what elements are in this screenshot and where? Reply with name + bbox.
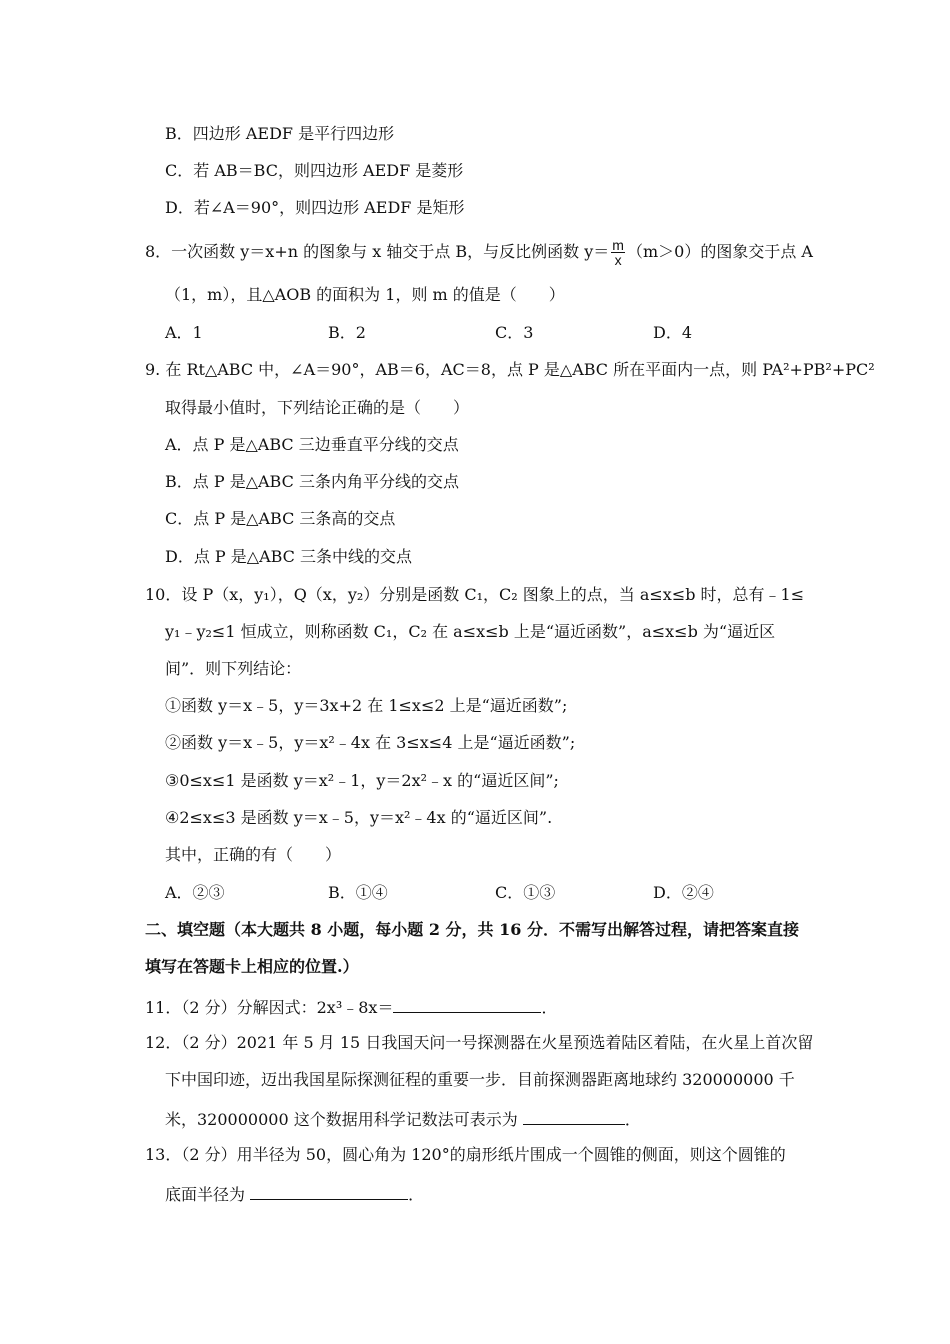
q10-statement-3: ③0≤x≤1 是函数 y＝x²﹣1，y＝2x²﹣x 的“逼近区间”;	[165, 771, 559, 790]
q8-stem-line2: （1，m），且△AOB 的面积为 1，则 m 的值是（ ）	[165, 285, 565, 304]
q10-statement-2: ②函数 y＝x﹣5，y＝x²﹣4x 在 3≤x≤4 上是“逼近函数”;	[165, 733, 576, 752]
q10-stem-line2: y₁﹣y₂≤1 恒成立，则称函数 C₁，C₂ 在 a≤x≤b 上是“逼近函数”，a≤x≤b 为“逼近区	[165, 622, 776, 641]
q8-option-a: A．1	[165, 323, 203, 342]
q10-option-d: D．②④	[653, 883, 714, 902]
q10-stem-line1: 10．设 P（x，y₁），Q（x，y₂）分别是函数 C₁，C₂ 图象上的点，当 a≤x≤b 时，总有﹣1≤	[145, 585, 805, 604]
q10-option-c: C．①③	[495, 883, 556, 902]
q10-statement-1: ①函数 y＝x﹣5，y＝3x+2 在 1≤x≤2 上是“逼近函数”;	[165, 696, 568, 715]
q11-answer-blank[interactable]	[393, 994, 541, 1013]
q7-option-b: B．四边形 AEDF 是平行四边形	[165, 124, 395, 143]
q7-option-d: D．若∠A＝90°，则四边形 AEDF 是矩形	[165, 198, 465, 217]
q7-option-c: C．若 AB＝BC，则四边形 AEDF 是菱形	[165, 161, 464, 180]
q9-stem-line2: 取得最小值时，下列结论正确的是（ ）	[165, 398, 470, 417]
q8-stem-part1: 8．一次函数 y＝x+n 的图象与 x 轴交于点 B，与反比例函数 y＝	[145, 242, 610, 261]
q8-frac-denominator: x	[614, 252, 622, 268]
q10-stem-line3: 间”．则下列结论：	[165, 659, 302, 678]
q13-answer-blank[interactable]	[250, 1181, 408, 1200]
q9-stem-line1: 9. 在 Rt△ABC 中，∠A＝90°，AB＝6，AC＝8，点 P 是△ABC 所在平面内一点，则 PA²+PB²+PC²	[145, 360, 875, 379]
q8-fraction	[611, 238, 625, 267]
q12-end: ．	[624, 1110, 641, 1129]
q9-option-d: D．点 P 是△ABC 三条中线的交点	[165, 547, 413, 566]
q10-option-a: A．②③	[165, 883, 225, 902]
q9-option-c: C．点 P 是△ABC 三条高的交点	[165, 509, 396, 528]
q8-frac-numerator: m	[612, 237, 624, 253]
q12-stem-line2: 下中国印迹，迈出我国星际探测征程的重要一步．目前探测器距离地球约 320000000 千	[165, 1070, 795, 1089]
q10-question: 其中，正确的有（ ）	[165, 845, 342, 864]
q12-stem-line3	[165, 1106, 641, 1132]
q9-option-a: A．点 P 是△ABC 三边垂直平分线的交点	[165, 435, 459, 454]
q13-stem-line2	[165, 1181, 424, 1207]
q13-end: ．	[408, 1185, 425, 1204]
q11-text: 11．（2 分）分解因式：2x³﹣8x＝	[145, 998, 394, 1017]
q11-stem	[145, 994, 557, 1020]
section-heading-line2: 填写在答题卡上相应的位置.）	[145, 957, 359, 976]
q9-option-b: B．点 P 是△ABC 三条内角平分线的交点	[165, 472, 459, 491]
q8-stem-line1	[145, 238, 813, 267]
q10-statement-4: ④2≤x≤3 是函数 y＝x﹣5，y＝x²﹣4x 的“逼近区间”.	[165, 808, 553, 827]
q13-text: 底面半径为	[165, 1185, 246, 1204]
q8-option-d: D．4	[653, 323, 693, 342]
q8-option-c: C．3	[495, 323, 534, 342]
q12-answer-blank[interactable]	[523, 1106, 625, 1125]
q11-end: ．	[541, 998, 558, 1017]
section-heading-line1: 二、填空题（本大题共 8 小题，每小题 2 分，共 16 分．不需写出解答过程，请把答案直接	[145, 920, 799, 939]
q10-option-b: B．①④	[328, 883, 388, 902]
q8-stem-part2: （m＞0）的图象交于点 A	[626, 242, 813, 261]
q8-option-b: B．2	[328, 323, 366, 342]
q12-stem-line1: 12．（2 分）2021 年 5 月 15 日我国天问一号探测器在火星预选着陆区着陆，在火星上首次留	[145, 1033, 814, 1052]
q13-stem-line1: 13．（2 分）用半径为 50，圆心角为 120°的扇形纸片围成一个圆锥的侧面，则这个圆锥的	[145, 1145, 786, 1164]
q12-text: 米，320000000 这个数据用科学记数法可表示为	[165, 1110, 518, 1129]
